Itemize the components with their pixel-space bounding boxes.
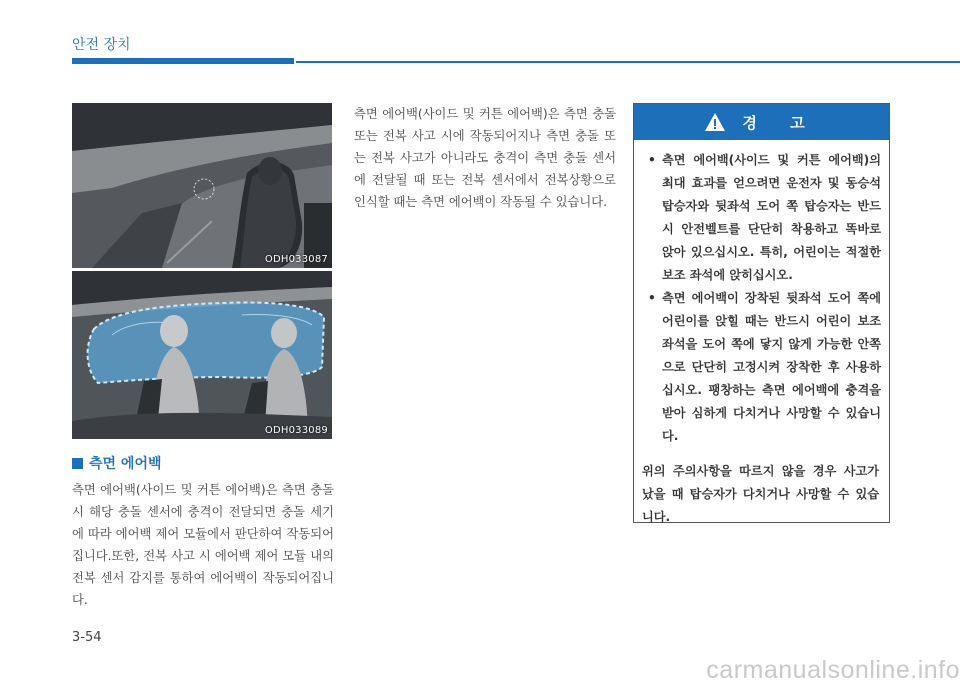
airbag-illustration xyxy=(72,271,332,439)
figure-code-label: ODH033089 xyxy=(264,425,328,436)
watermark: carmanualsonline.info xyxy=(706,656,960,684)
header-rule-thick xyxy=(72,58,294,64)
figure-side-curtain-interior xyxy=(72,103,332,268)
heading-text: 측면 에어백 xyxy=(89,456,162,472)
figure-deployed-curtain-airbag xyxy=(72,271,332,439)
warning-item: • 측면 에어백(사이드 및 커튼 에어백)의 최대 효과를 얻으려면 운전자 및 동승석 탑승자와 뒷좌석 도어 쪽 탑승자는 반드시 안전벨트를 단단히 착용하고 똑바로 앉아 있으십시오. 특히, 어린이는 적절한 보조 좌석에 앉히십시오. xyxy=(648,149,881,287)
heading-square-icon xyxy=(72,458,83,469)
warning-box xyxy=(633,103,890,523)
header-rule-thin xyxy=(296,61,960,63)
warning-item: • 측면 에어백이 장착된 뒷좌석 도어 쪽에 어린이를 앉힐 때는 반드시 어린이 보조 좌석을 도어 쪽에 닿지 않게 가능한 안쪽으로 단단히 고정시켜 장착한 후 사용하십시오. 팽창하는 측면 에어백에 충격을 받아 심하게 다치거나 사망할 수 있습니다. xyxy=(648,287,881,448)
figure-code-label: ODH033087 xyxy=(264,254,328,265)
side-airbag-body: 측면 에어백(사이드 및 커튼 에어백)은 측면 충돌 시 해당 충돌 센서에 충격이 전달되면 충돌 세기에 따라 에어백 제어 모듈에서 판단하여 작동되어집니다.또한, 전복 사고 시 에어백 제어 모듈 내의 전복 센서 감지를 통하여 에어백이 작동되어집니다. xyxy=(72,483,334,607)
warning-list xyxy=(634,149,889,448)
warning-triangle-icon xyxy=(704,112,726,132)
side-airbag-heading xyxy=(72,453,162,473)
warning-note: 위의 주의사항을 따르지 않을 경우 사고가 났을 때 탑승자가 다치거나 사망할 수 있습니다. xyxy=(642,464,879,524)
page-number: 3-54 xyxy=(72,630,102,645)
section-title: 안전 장치 xyxy=(72,37,131,53)
warning-title: 경 고 xyxy=(742,113,819,132)
interior-illustration xyxy=(72,103,332,268)
side-airbag-description: 측면 에어백(사이드 및 커튼 에어백)은 측면 충돌 또는 전복 사고 시에 작동되어지나 측면 충돌 또는 전복 사고가 아니라도 충격이 측면 충돌 센서에 전달될 때 또는 전복 센서에서 전복상황으로 인식할 때는 측면 에어백이 작동될 수 있습니다. xyxy=(354,107,616,209)
warning-header xyxy=(634,104,889,140)
